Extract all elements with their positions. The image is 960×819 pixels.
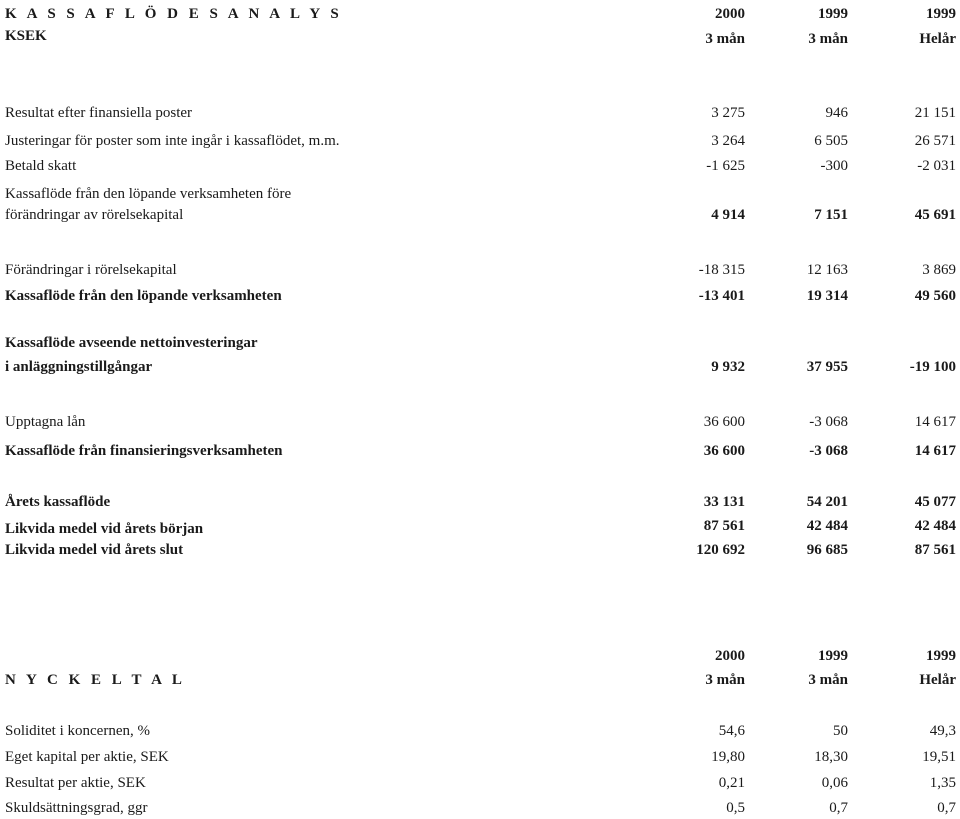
- row-label: Justeringar för poster som inte ingår i kassaflödet, m.m.: [5, 133, 340, 149]
- row-value: 87 561: [914, 542, 956, 558]
- row-value: 49,3: [929, 723, 956, 739]
- row-value: 9 932: [711, 359, 745, 375]
- row-value: -2 031: [917, 158, 956, 174]
- table-row: [0, 332, 960, 354]
- row-value: 0,06: [821, 775, 848, 791]
- row-value: 45 691: [914, 207, 956, 223]
- row-label: Kassaflöde från den löpande verksamheten före: [5, 186, 292, 202]
- row-label: Kassaflöde från finansieringsverksamheten: [5, 443, 283, 459]
- row-value: 0,5: [726, 800, 745, 816]
- table-row: [0, 797, 960, 819]
- row-label: Soliditet i koncernen, %: [5, 723, 150, 739]
- table-row: [0, 259, 960, 281]
- table-row: [0, 102, 960, 124]
- row-label: i anläggningstillgångar: [5, 359, 153, 375]
- row-value: 45 077: [914, 494, 956, 510]
- row-value: 96 685: [806, 542, 848, 558]
- table-row: [0, 130, 960, 152]
- col-period-2: 3 mån: [808, 31, 848, 47]
- row-label: Resultat per aktie, SEK: [5, 775, 146, 791]
- row-label: Likvida medel vid årets slut: [5, 542, 184, 558]
- col-year-2: 1999: [818, 648, 848, 664]
- row-value: 54 201: [806, 494, 848, 510]
- table-row: [0, 515, 960, 537]
- row-value: 3 275: [711, 105, 745, 121]
- row-value: 19 314: [806, 288, 848, 304]
- keyfigures-header-period-row: [0, 669, 960, 691]
- col-year-3: 1999: [926, 6, 956, 22]
- row-value: 6 505: [814, 133, 848, 149]
- row-value: 42 484: [806, 518, 848, 534]
- row-value: 0,21: [718, 775, 745, 791]
- row-value: 0,7: [937, 800, 956, 816]
- row-label: Eget kapital per aktie, SEK: [5, 749, 169, 765]
- row-value: 14 617: [914, 443, 956, 459]
- row-value: 18,30: [814, 749, 848, 765]
- row-value: -19 100: [909, 359, 956, 375]
- row-value: 120 692: [696, 542, 745, 558]
- col-year-1: 2000: [715, 648, 745, 664]
- row-value: 37 955: [806, 359, 848, 375]
- col-year-1: 2000: [715, 6, 745, 22]
- table-row: [0, 411, 960, 433]
- col-period-1: 3 mån: [705, 31, 745, 47]
- row-value: 36 600: [703, 443, 745, 459]
- cashflow-title: K A S S A F L Ö D E S A N A L Y S: [5, 6, 343, 22]
- row-label: Upptagna lån: [5, 414, 86, 430]
- table-row: [0, 539, 960, 561]
- cashflow-header-period-values: [0, 28, 960, 50]
- row-label: Årets kassaflöde: [5, 494, 111, 510]
- col-period-3: Helår: [919, 31, 956, 47]
- col-year-3: 1999: [926, 648, 956, 664]
- row-value: 3 264: [711, 133, 745, 149]
- row-value: 14 617: [914, 414, 956, 430]
- row-label: Förändringar i rörelsekapital: [5, 262, 177, 278]
- row-label: Kassaflöde avseende nettoinvesteringar: [5, 335, 258, 351]
- keyfigures-header-year-row: [0, 645, 960, 667]
- table-row: [0, 155, 960, 177]
- row-value: 42 484: [914, 518, 956, 534]
- row-value: 946: [825, 105, 848, 121]
- row-value: 54,6: [718, 723, 745, 739]
- col-year-2: 1999: [818, 6, 848, 22]
- row-value: -3 068: [809, 414, 848, 430]
- table-row: [0, 285, 960, 307]
- row-value: 87 561: [703, 518, 745, 534]
- col-period-3: Helår: [919, 672, 956, 688]
- row-value: 49 560: [914, 288, 956, 304]
- row-label: Resultat efter finansiella poster: [5, 105, 193, 121]
- table-row: [0, 356, 960, 378]
- row-value: 1,35: [929, 775, 956, 791]
- table-row: [0, 746, 960, 768]
- table-row: [0, 772, 960, 794]
- row-value: 3 869: [922, 262, 956, 278]
- row-value: -300: [820, 158, 848, 174]
- row-value: -13 401: [698, 288, 745, 304]
- cashflow-header-year-row: [0, 3, 960, 25]
- row-value: 36 600: [703, 414, 745, 430]
- row-value: 4 914: [711, 207, 745, 223]
- row-value: 7 151: [814, 207, 848, 223]
- table-row: [0, 183, 960, 205]
- row-value: 50: [833, 723, 848, 739]
- row-label: Betald skatt: [5, 158, 77, 174]
- row-value: 33 131: [703, 494, 745, 510]
- col-period-1: 3 mån: [705, 672, 745, 688]
- table-row: [0, 720, 960, 742]
- row-label: Kassaflöde från den löpande verksamheten: [5, 288, 282, 304]
- row-label: Likvida medel vid årets början: [5, 521, 204, 537]
- row-value: 0,7: [829, 800, 848, 816]
- table-row: [0, 204, 960, 226]
- row-value: 21 151: [914, 105, 956, 121]
- col-period-2: 3 mån: [808, 672, 848, 688]
- row-value: -18 315: [698, 262, 745, 278]
- row-value: -1 625: [706, 158, 745, 174]
- row-value: 12 163: [806, 262, 848, 278]
- row-value: -3 068: [809, 443, 848, 459]
- table-row: [0, 491, 960, 513]
- cashflow-unit: KSEK: [5, 28, 47, 44]
- table-row: [0, 440, 960, 462]
- row-value: 19,51: [922, 749, 956, 765]
- keyfigures-title: N Y C K E L T A L: [5, 672, 186, 688]
- row-value: 26 571: [914, 133, 956, 149]
- row-label: Skuldsättningsgrad, ggr: [5, 800, 148, 816]
- row-value: 19,80: [711, 749, 745, 765]
- row-label: förändringar av rörelsekapital: [5, 207, 184, 223]
